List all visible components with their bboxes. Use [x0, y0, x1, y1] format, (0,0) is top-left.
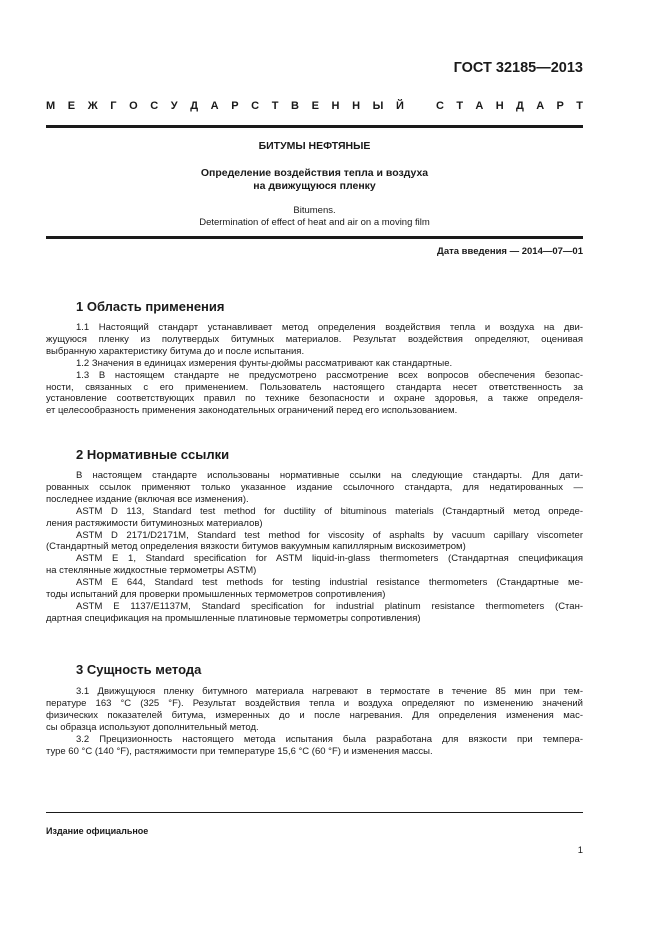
banner-word-interstate	[46, 100, 404, 112]
title-divider	[46, 236, 583, 239]
banner-letter: Г	[110, 100, 117, 112]
banner-letter: А	[536, 100, 545, 112]
subtitle-line: на движущуюся пленку	[253, 180, 376, 192]
banner-letter: Й	[395, 100, 404, 112]
english-title-line: Determination of effect of heat and air on a moving film	[199, 217, 430, 228]
section-1-heading: 1 Область применения	[76, 299, 225, 314]
english-title-line: Bitumens.	[293, 205, 336, 216]
subtitle-line: Определение воздействия тепла и воздуха	[200, 167, 429, 179]
text-line: физических показателей битума, измеренных до и после нагревания. Для определения изменения мас-	[46, 709, 583, 721]
text-line: ности, связанных с его применением. Пользователь настоящего стандарта несет ответственность за	[46, 381, 583, 393]
banner-letter: Н	[331, 100, 340, 112]
text-line: сы образца используют дополнительный метод.	[46, 721, 259, 733]
banner-letter: Д	[190, 100, 199, 112]
interstate-standard-banner	[46, 100, 583, 112]
text-line: В настоящем стандарте использованы нормативные ссылки на следующие стандарты. Для дати-	[76, 470, 583, 481]
page-number: 1	[577, 845, 583, 856]
text-line: ASTM E 644, Standard test methods for testing industrial resistance thermometers (Стандартные ме-	[76, 577, 583, 589]
banner-letter: У	[170, 100, 178, 112]
banner-letter: Н	[495, 100, 504, 112]
text-line: пературе 163 °C (325 °F). Результат воздействия тепла и воздуха определяют по изменению значений	[46, 697, 583, 709]
banner-letter: Р	[231, 100, 239, 112]
text-line: ASTM D 113, Standard test method for ductility of bituminous materials (Стандартный метод опреде-	[76, 505, 583, 517]
text-line: жущуюся пленку из полутвердых битумных материалов. Результат воздействия определяют, оценивая	[46, 333, 583, 345]
banner-letter: Т	[271, 100, 279, 112]
section-1-body	[46, 322, 583, 417]
top-divider	[46, 125, 583, 128]
text-line: тоды испытаний для проверки промышленных термометров сопротивления)	[46, 589, 386, 601]
banner-letter: Д	[516, 100, 524, 112]
text-line: ASTM E 1, Standard specification for ASTM liquid-in-glass thermometers (Стандартная спецификация	[76, 553, 583, 565]
section-3-body	[46, 686, 583, 757]
document-subtitle	[46, 167, 583, 193]
banner-letter: Е	[67, 100, 76, 112]
text-line: (Стандартный метод определения вязкости битумов вакуумным капиллярным вискозиметром)	[46, 541, 466, 553]
section-2-body	[46, 470, 583, 625]
standard-number: ГОСТ 32185—2013	[453, 60, 583, 76]
section-3-heading: 3 Сущность метода	[76, 662, 202, 677]
english-title	[46, 205, 583, 229]
banner-letter: С	[436, 100, 444, 112]
text-line: ления растяжимости битуминозных материалов)	[46, 517, 263, 529]
banner-letter: А	[210, 100, 219, 112]
text-line: туре 60 °C (140 °F), растяжимости при температуре 15,6 °C (60 °F) и изменения массы.	[46, 745, 433, 757]
banner-letter: Н	[352, 100, 361, 112]
introduction-date: Дата введения — 2014—07—01	[437, 246, 583, 257]
text-line: 1.2 Значения в единицах измерения фунты-дюймы рассматривают как стандартные.	[76, 357, 453, 369]
text-line: ASTM E 1137/E1137M, Standard specification for industrial platinum resistance thermometers (Стан-	[76, 600, 583, 612]
banner-letter: Е	[311, 100, 319, 112]
official-edition-label: Издание официальное	[46, 826, 149, 836]
text-line: дартная спецификация на промышленные платиновые термометры сопротивления)	[46, 612, 421, 624]
text-line: 3.2 Прецизионность настоящего метода испытания была разработана для вязкости при темпера-	[76, 733, 583, 745]
banner-letter: М	[46, 100, 56, 112]
banner-letter: А	[475, 100, 484, 112]
banner-word-standard	[436, 100, 583, 112]
banner-letter: Ж	[87, 100, 98, 112]
banner-letter: В	[291, 100, 299, 112]
banner-letter: С	[150, 100, 159, 112]
text-line: на стеклянные жидкостные термометры ASTM)	[46, 565, 257, 577]
footer-divider	[46, 812, 583, 813]
text-line: 1.1 Настоящий стандарт устанавливает метод определения воздействия тепла и воздуха на дви-	[76, 322, 583, 333]
banner-letter: Р	[556, 100, 564, 112]
banner-letter: О	[129, 100, 138, 112]
text-line: 1.3 В настоящем стандарте не предусмотрено рассмотрение всех вопросов обеспечения безопас-	[76, 369, 583, 381]
section-2-heading: 2 Нормативные ссылки	[76, 447, 230, 462]
text-line: 3.1 Движущуюся пленку битумного материала нагревают в термостате в течение 85 мин при тем-	[76, 686, 583, 697]
text-line: ет целесообразность применения законодательных ограничений перед его использованием.	[46, 405, 458, 417]
document-title: БИТУМЫ НЕФТЯНЫЕ	[258, 140, 371, 152]
text-line: установление соответствующих правил по технике безопасности и охране здоровья, а также определя-	[46, 393, 583, 405]
banner-letter: С	[251, 100, 260, 112]
text-line: последнее издание (включая все изменения).	[46, 493, 249, 505]
banner-letter: Ы	[372, 100, 384, 112]
banner-letter: Т	[576, 100, 583, 112]
banner-letter: Т	[456, 100, 464, 112]
text-line: рованных ссылок применяют только указанное издание ссылочного стандарта, для недатированных —	[46, 481, 583, 493]
text-line: ASTM D 2171/D2171M, Standard test method for viscosity of asphalts by vacuum capillary viscometer	[76, 529, 583, 541]
text-line: выбранную характеристику битума до и после испытания.	[46, 345, 305, 357]
